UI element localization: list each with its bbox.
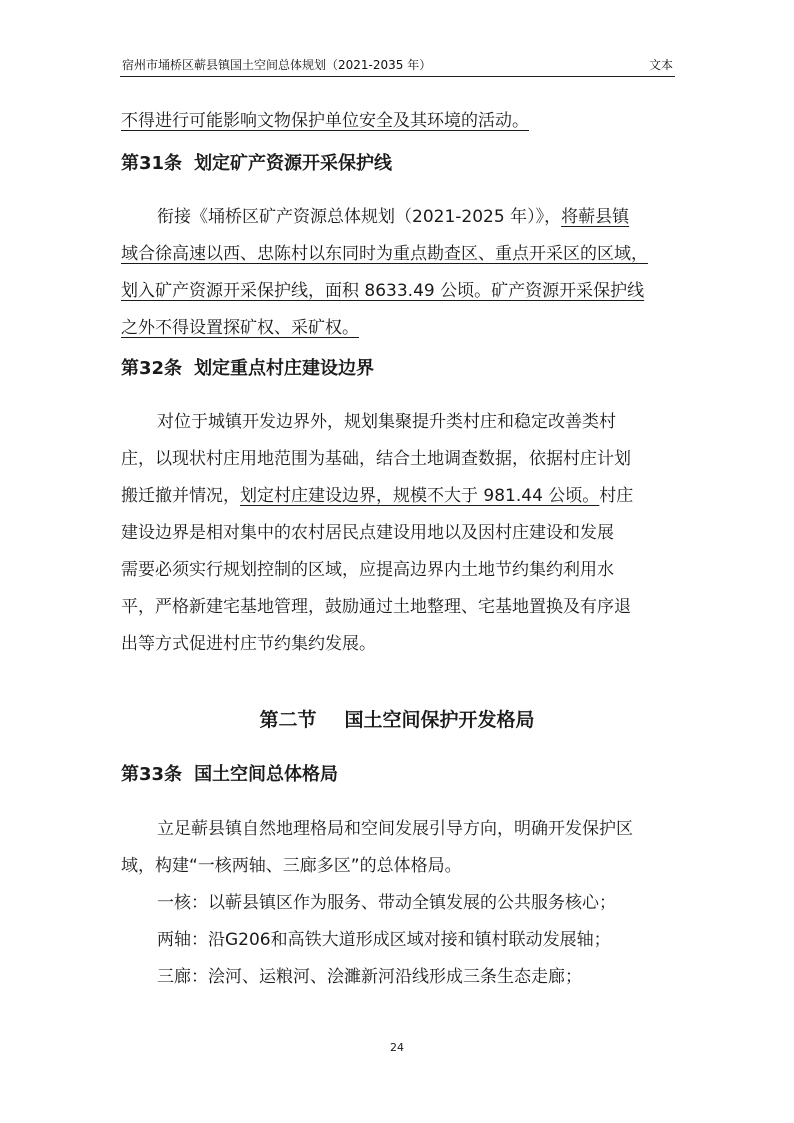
document-title: 宿州市埇桥区蕲县镇国土空间总体规划（2021-2035 年） [122, 58, 432, 72]
paragraph-line: 立足蕲县镇自然地理格局和空间发展引导方向，明确开发保护区 [157, 819, 633, 839]
article-number: 第31条 [121, 153, 183, 174]
paragraph-line: 需要必须实行规划控制的区域，应提高边界内土地节约集约利用水 [121, 560, 614, 580]
paragraph-line [121, 110, 681, 132]
section-number: 第二节 [259, 709, 317, 731]
list-item: 一核：以蕲县镇区作为服务、带动全镇发展的公共服务核心； [157, 893, 616, 913]
paragraph-line [121, 485, 681, 507]
page-header [120, 56, 675, 77]
document-type-label: 文本 [648, 58, 673, 72]
article-title: 划定重点村庄建设边界 [194, 358, 375, 379]
article-32-heading [121, 358, 374, 380]
paragraph-line [157, 206, 717, 228]
paragraph-line [121, 317, 681, 339]
list-item: 三廊：浍河、运粮河、浍濉新河沿线形成三条生态走廊； [157, 967, 582, 987]
article-number: 第33条 [121, 764, 183, 785]
paragraph-line [121, 243, 681, 265]
underlined-text: 划定村庄建设边界，规模不大于 981.44 公顷。 [240, 486, 600, 506]
article-title: 划定矿产资源开采保护线 [194, 153, 393, 174]
list-item: 两轴：沿G206和高铁大道形成区域对接和镇村联动发展轴； [157, 930, 611, 950]
section-title: 国土空间保护开发格局 [344, 709, 535, 731]
paragraph-line: 建设边界是相对集中的农村居民点建设用地以及因村庄建设和发展 [121, 523, 614, 543]
article-33-heading [121, 764, 338, 786]
paragraph-line: 对位于城镇开发边界外，规划集聚提升类村庄和稳定改善类村 [157, 412, 616, 432]
paragraph-line: 出等方式促进村庄节约集约发展。 [121, 634, 376, 654]
plain-text: 搬迁撤并情况， [121, 486, 240, 506]
underlined-text: 划入矿产资源开采保护线，面积 8633.49 公顷。矿产资源开采保护线 [121, 281, 645, 301]
paragraph-line: 庄，以现状村庄用地范围为基础，结合土地调查数据，依据村庄计划 [121, 449, 631, 469]
plain-text: 衔接《埇桥区矿产资源总体规划（2021-2025 年）》， [157, 207, 562, 227]
page-number: 24 [390, 1041, 404, 1054]
underlined-text: 之外不得设置探矿权、采矿权。 [121, 318, 359, 338]
section-heading [0, 708, 794, 732]
paragraph-line: 域，构建“一核两轴、三廊多区”的总体格局。 [121, 856, 462, 876]
underlined-text: 域合徐高速以西、忠陈村以东同时为重点勘查区、重点开采区的区域， [121, 244, 648, 264]
article-31-heading [121, 153, 392, 175]
underlined-text: 不得进行可能影响文物保护单位安全及其环境的活动。 [121, 111, 529, 131]
article-number: 第32条 [121, 358, 183, 379]
article-title: 国土空间总体格局 [194, 764, 339, 785]
underlined-text: 将蕲县镇 [561, 207, 630, 227]
plain-text: 村庄 [599, 486, 634, 506]
paragraph-line: 平，严格新建宅基地管理，鼓励通过土地整理、宅基地置换及有序退 [121, 597, 631, 617]
paragraph-line [121, 280, 681, 302]
